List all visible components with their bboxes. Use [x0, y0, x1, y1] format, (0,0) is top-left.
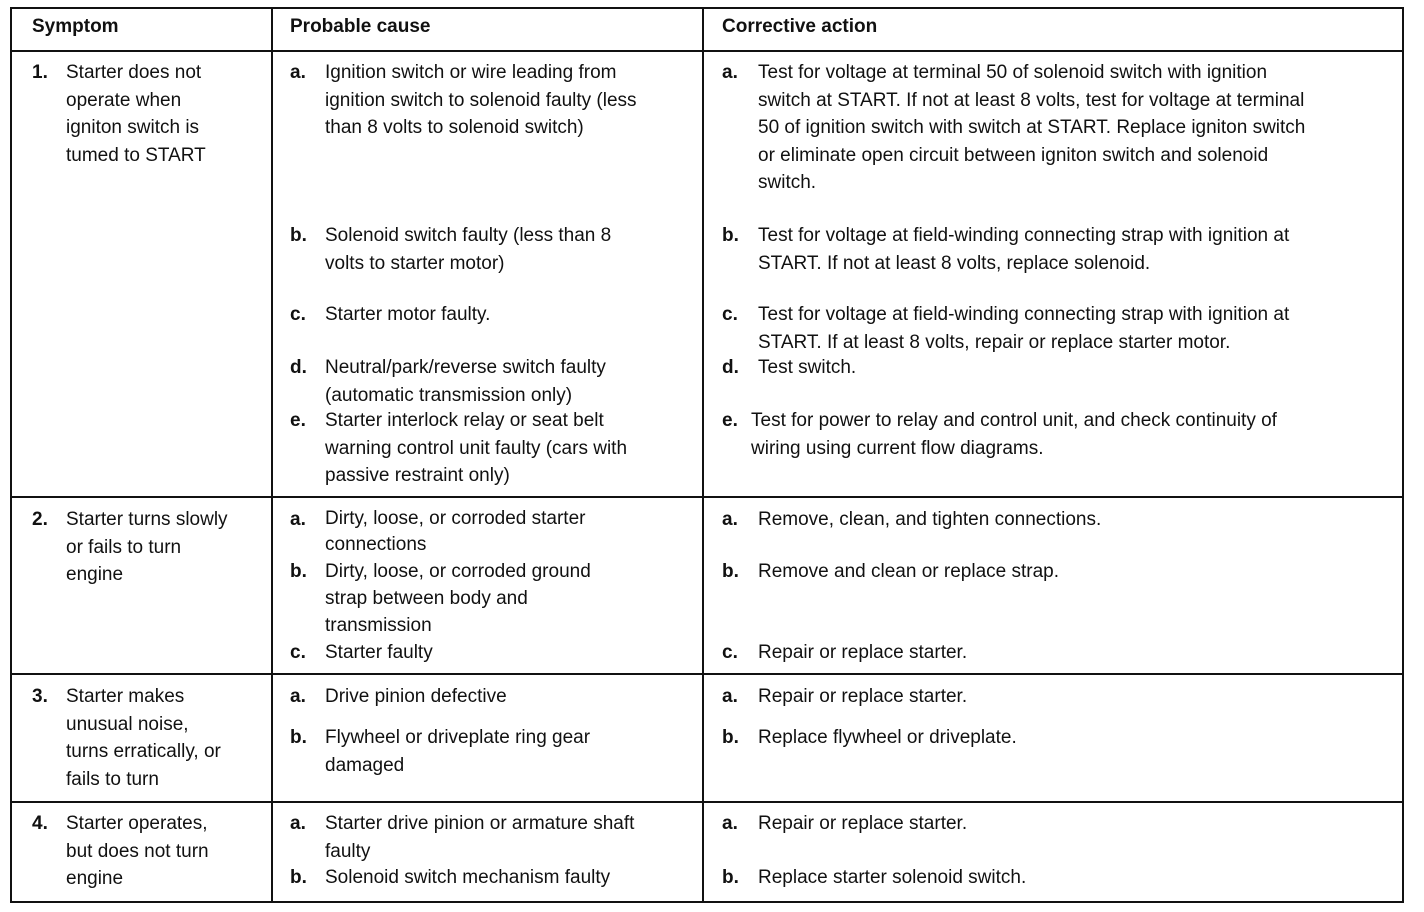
row-4a-action: Repair or replace starter. [758, 813, 968, 834]
row-2a-cause-marker: a. [290, 509, 306, 530]
row-3a-cause: Drive pinion defective [325, 686, 507, 707]
row-2-symptom: Starter turns slowly or fails to turn engine [66, 509, 228, 585]
column-divider-symptom-cause [271, 9, 273, 901]
row-1d-cause-marker: d. [290, 357, 307, 378]
row-1d-action-marker: d. [722, 357, 739, 378]
row-divider-1 [12, 496, 1402, 498]
row-1a-cause: Ignition switch or wire leading from ignition switch to solenoid faulty (less than 8 volts to solenoid switch) [325, 62, 637, 138]
row-2-number: 2. [32, 509, 48, 530]
row-1a-action: Test for voltage at terminal 50 of solenoid switch with ignition switch at START. If not at least 8 volts, test for voltage at terminal 50 of ignition switch with switch at START. Replace igniton switch or eliminate open circuit between igniton switch and solenoid switch. [758, 62, 1306, 193]
row-3a-action-marker: a. [722, 686, 738, 707]
row-1a-cause-marker: a. [290, 62, 306, 83]
row-1c-action: Test for voltage at field-winding connecting strap with ignition at START. If at least 8 volts, repair or replace starter motor. [758, 304, 1290, 353]
row-2a-action: Remove, clean, and tighten connections. [758, 509, 1102, 530]
row-3b-action-marker: b. [722, 727, 739, 748]
row-1-number: 1. [32, 62, 48, 83]
row-3b-cause: Flywheel or driveplate ring gear damaged [325, 727, 591, 776]
row-1c-cause-marker: c. [290, 304, 306, 325]
row-1a-action-marker: a. [722, 62, 738, 83]
row-1c-cause: Starter motor faulty. [325, 304, 491, 325]
row-2a-action-marker: a. [722, 509, 738, 530]
row-2b-cause: Dirty, loose, or corroded ground strap between body and transmission [325, 561, 591, 636]
row-1b-cause-marker: b. [290, 225, 307, 246]
header-probable-cause: Probable cause [290, 16, 431, 37]
row-1b-cause: Solenoid switch faulty (less than 8 volts to starter motor) [325, 225, 612, 274]
row-1e-action: Test for power to relay and control unit, and check continuity of wiring using current flow diagrams. [751, 410, 1277, 459]
row-2c-cause: Starter faulty [325, 642, 433, 663]
row-divider-3 [12, 801, 1402, 803]
header-divider [12, 50, 1402, 52]
row-4a-action-marker: a. [722, 813, 738, 834]
row-3-number: 3. [32, 686, 48, 707]
row-3b-cause-marker: b. [290, 727, 307, 748]
row-1e-cause-marker: e. [290, 410, 306, 431]
header-symptom: Symptom [32, 16, 119, 37]
row-2b-action-marker: b. [722, 561, 739, 582]
row-4b-cause: Solenoid switch mechanism faulty [325, 867, 611, 888]
header-corrective-action: Corrective action [722, 16, 878, 37]
row-2a-cause: Dirty, loose, or corroded starter connections [325, 508, 586, 555]
row-3b-action: Replace flywheel or driveplate. [758, 727, 1017, 748]
row-4a-cause: Starter drive pinion or armature shaft faulty [325, 813, 635, 862]
row-1e-action-marker: e. [722, 410, 738, 431]
row-2c-action: Repair or replace starter. [758, 642, 968, 663]
row-4b-action-marker: b. [722, 867, 739, 888]
row-2c-cause-marker: c. [290, 642, 306, 663]
row-2c-action-marker: c. [722, 642, 738, 663]
row-4a-cause-marker: a. [290, 813, 306, 834]
row-4b-action: Replace starter solenoid switch. [758, 867, 1027, 888]
row-1d-cause: Neutral/park/reverse switch faulty (automatic transmission only) [325, 357, 606, 406]
row-3a-cause-marker: a. [290, 686, 306, 707]
row-1c-action-marker: c. [722, 304, 738, 325]
row-2b-cause-marker: b. [290, 561, 307, 582]
row-1b-action-marker: b. [722, 225, 739, 246]
column-divider-cause-action [702, 9, 704, 901]
row-3a-action: Repair or replace starter. [758, 686, 968, 707]
troubleshooting-table [10, 7, 1404, 903]
row-1b-action: Test for voltage at field-winding connecting strap with ignition at START. If not at least 8 volts, replace solenoid. [758, 225, 1290, 274]
row-2b-action: Remove and clean or replace strap. [758, 561, 1059, 582]
row-3-symptom: Starter makes unusual noise, turns erratically, or fails to turn [66, 686, 221, 790]
row-4b-cause-marker: b. [290, 867, 307, 888]
row-1-symptom: Starter does not operate when igniton switch is tumed to START [66, 62, 206, 166]
row-divider-2 [12, 673, 1402, 675]
row-1e-cause: Starter interlock relay or seat belt warning control unit faulty (cars with passive restraint only) [325, 410, 628, 486]
row-1d-action: Test switch. [758, 357, 857, 378]
row-4-symptom: Starter operates, but does not turn engine [66, 813, 209, 889]
row-4-number: 4. [32, 813, 48, 834]
